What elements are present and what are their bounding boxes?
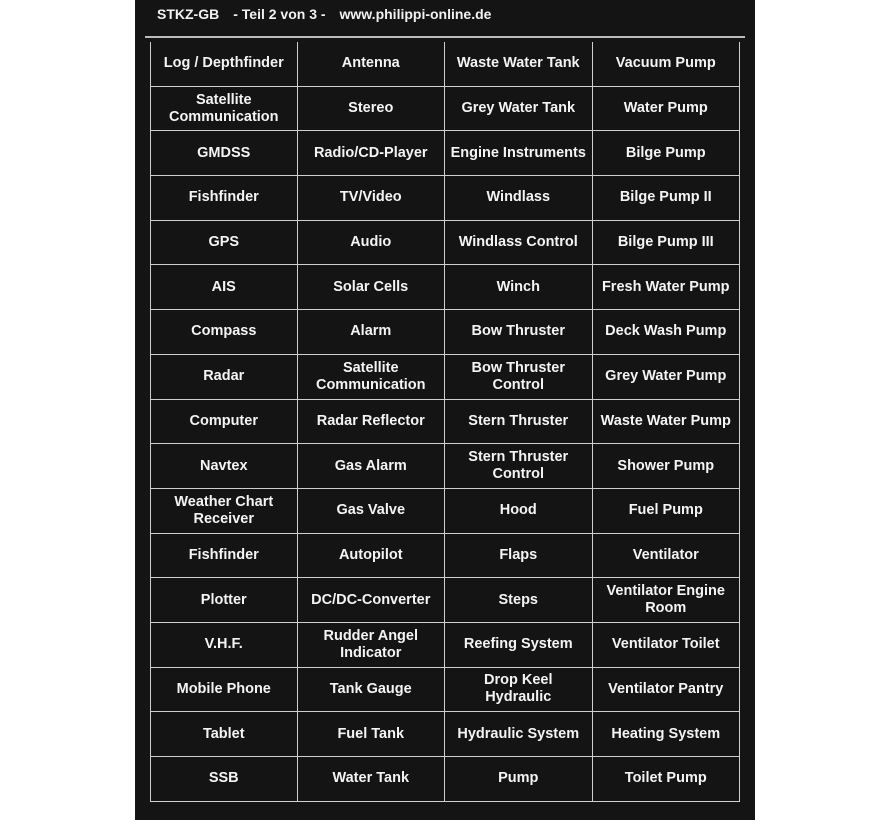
label-cell: Satellite Communication [150,87,298,132]
label-cell: Mobile Phone [150,668,298,713]
label-cell: Weather Chart Receiver [150,489,298,534]
label-cell: SSB [150,757,298,802]
label-cell: Bilge Pump III [593,221,741,266]
label-cell: TV/Video [298,176,446,221]
label-cell: AIS [150,265,298,310]
label-cell: Fishfinder [150,176,298,221]
label-cell: Bilge Pump II [593,176,741,221]
label-cell: GPS [150,221,298,266]
label-cell: Toilet Pump [593,757,741,802]
label-cell: Alarm [298,310,446,355]
label-sheet [135,0,755,820]
label-cell: Drop Keel Hydraulic [445,668,593,713]
label-cell: Fishfinder [150,534,298,579]
label-cell: Stern Thruster Control [445,444,593,489]
label-cell: Gas Valve [298,489,446,534]
label-cell: Audio [298,221,446,266]
label-cell: Water Pump [593,87,741,132]
label-cell: Grey Water Pump [593,355,741,400]
sheet-header [157,6,505,22]
label-cell: Windlass [445,176,593,221]
label-cell: Tank Gauge [298,668,446,713]
label-cell: Bow Thruster Control [445,355,593,400]
label-cell: Tablet [150,712,298,757]
label-cell: Plotter [150,578,298,623]
label-cell: Ventilator Engine Room [593,578,741,623]
label-cell: V.H.F. [150,623,298,668]
label-cell: Heating System [593,712,741,757]
label-cell: Antenna [298,42,446,87]
label-cell: Waste Water Pump [593,400,741,445]
label-cell: Radar Reflector [298,400,446,445]
label-cell: Reefing System [445,623,593,668]
label-cell: Fuel Pump [593,489,741,534]
label-cell: Autopilot [298,534,446,579]
label-cell: Hydraulic System [445,712,593,757]
label-cell: Ventilator Pantry [593,668,741,713]
label-cell: Stern Thruster [445,400,593,445]
label-cell: Computer [150,400,298,445]
label-cell: Gas Alarm [298,444,446,489]
label-cell: Bow Thruster [445,310,593,355]
label-cell: Windlass Control [445,221,593,266]
label-cell: Ventilator Toilet [593,623,741,668]
label-cell: Compass [150,310,298,355]
label-grid [150,42,740,802]
label-cell: Satellite Communication [298,355,446,400]
label-cell: Pump [445,757,593,802]
label-cell: Deck Wash Pump [593,310,741,355]
label-cell: Solar Cells [298,265,446,310]
label-cell: Stereo [298,87,446,132]
label-cell: Radio/CD-Player [298,131,446,176]
label-cell: Navtex [150,444,298,489]
label-cell: Ventilator [593,534,741,579]
divider [145,36,745,38]
label-cell: Rudder Angel Indicator [298,623,446,668]
label-cell: Waste Water Tank [445,42,593,87]
label-cell: Fresh Water Pump [593,265,741,310]
label-cell: Engine Instruments [445,131,593,176]
label-cell: Bilge Pump [593,131,741,176]
label-cell: DC/DC-Converter [298,578,446,623]
label-cell: Flaps [445,534,593,579]
label-cell: Shower Pump [593,444,741,489]
part-indicator: - Teil 2 von 3 - [233,6,326,22]
website-url: www.philippi-online.de [339,6,492,22]
label-cell: Log / Depthfinder [150,42,298,87]
product-code: STKZ-GB [157,6,220,22]
label-cell: Water Tank [298,757,446,802]
label-cell: Hood [445,489,593,534]
label-cell: Vacuum Pump [593,42,741,87]
label-cell: GMDSS [150,131,298,176]
label-cell: Fuel Tank [298,712,446,757]
label-cell: Winch [445,265,593,310]
label-cell: Grey Water Tank [445,87,593,132]
label-cell: Radar [150,355,298,400]
label-cell: Steps [445,578,593,623]
